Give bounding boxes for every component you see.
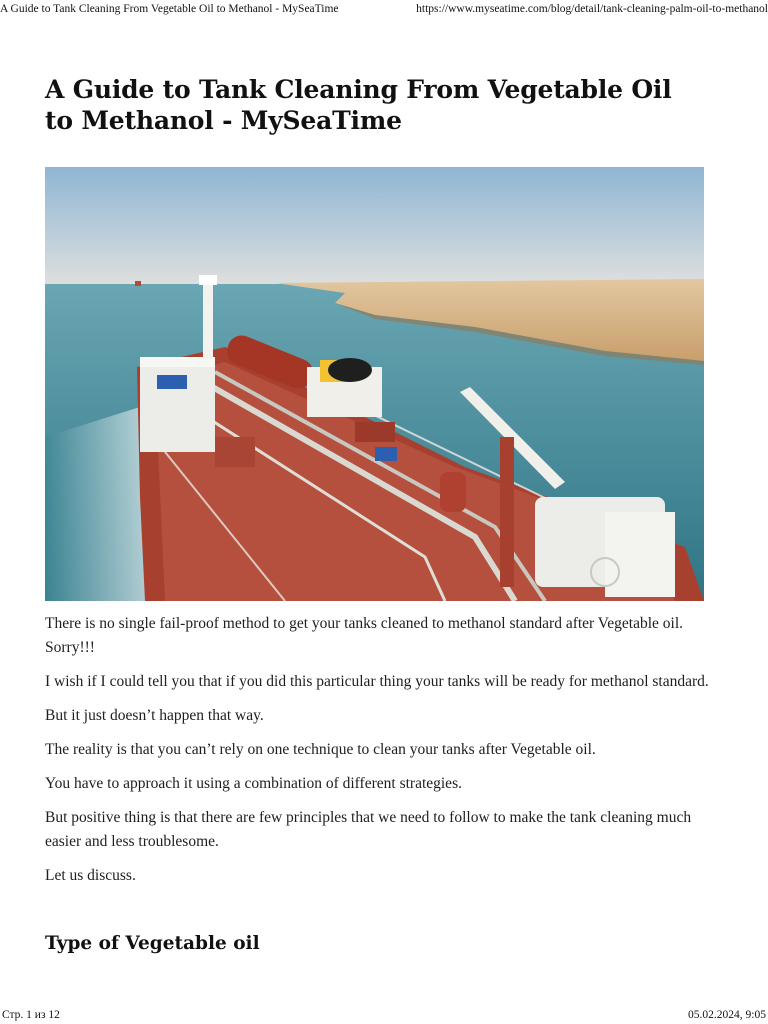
hero-image-tanker-ship (45, 167, 704, 601)
paragraph: I wish if I could tell you that if you did this particular thing your tanks will be ready for methanol standard. (45, 673, 709, 690)
article-title: A Guide to Tank Cleaning From Vegetable Oil to Methanol - MySeaTime (45, 75, 672, 135)
article-body (45, 612, 710, 898)
print-header (0, 0, 768, 18)
paragraph: You have to approach it using a combination of different strategies. (45, 775, 462, 792)
section-heading: Type of Vegetable oil (45, 933, 260, 954)
paragraph: The reality is that you can’t rely on one technique to clean your tanks after Vegetable oil. (45, 741, 596, 758)
print-footer (0, 1008, 768, 1024)
paragraph: But positive thing is that there are few principles that we need to follow to make the tank cleaning much easier and less troublesome. (45, 809, 692, 850)
page-counter: Стр. 1 из 12 (2, 1009, 60, 1021)
paragraph: But it just doesn’t happen that way. (45, 707, 264, 724)
article-header (45, 74, 705, 136)
paragraph: There is no single fail-proof method to get your tanks cleaned to methanol standard after Vegetable oil. Sorry!!! (45, 615, 684, 656)
print-header-url[interactable]: https://www.myseatime.com/blog/detail/tank-cleaning-palm-oil-to-methanol (416, 3, 768, 15)
print-header-title: A Guide to Tank Cleaning From Vegetable Oil to Methanol - MySeaTime (0, 3, 339, 15)
paragraph: Let us discuss. (45, 867, 136, 884)
print-datetime: 05.02.2024, 9:05 (688, 1009, 766, 1021)
